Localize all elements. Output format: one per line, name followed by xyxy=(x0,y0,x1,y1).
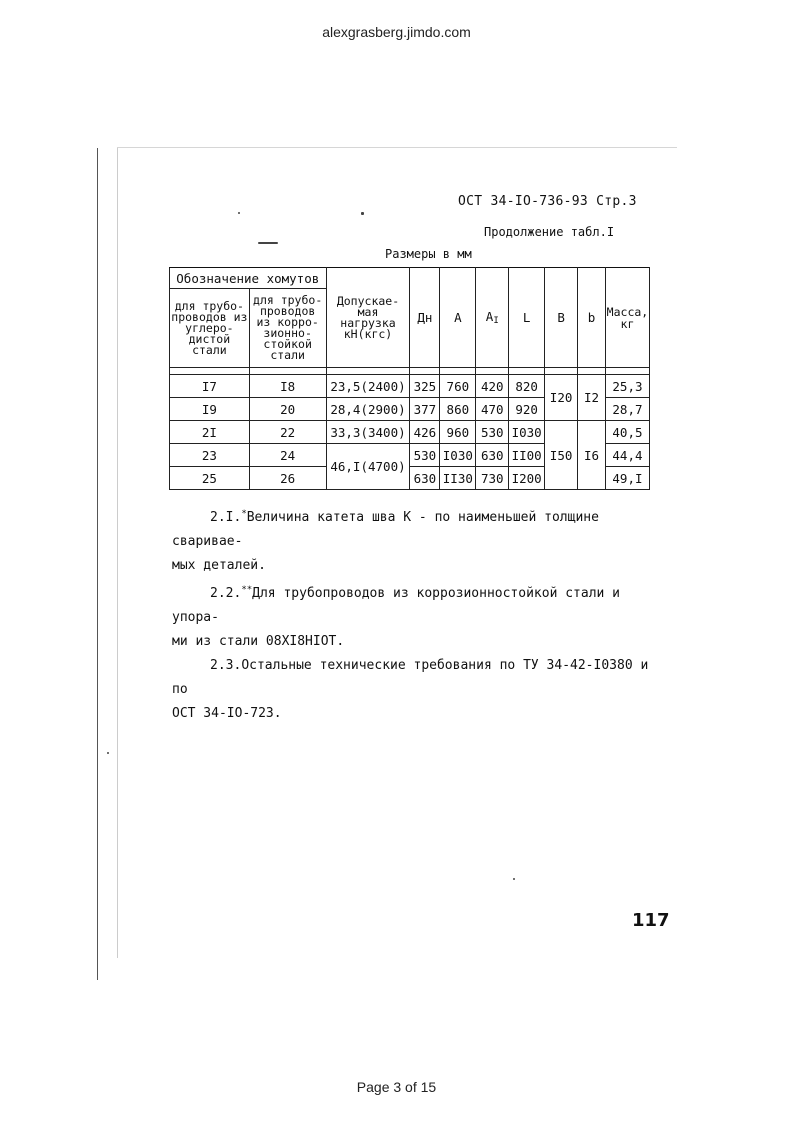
cell-a: 960 xyxy=(440,421,476,444)
cell-b-lower-group2: I6 xyxy=(578,421,606,490)
note-2-2-cont xyxy=(172,630,662,654)
cell-l: 920 xyxy=(509,398,545,421)
note-number: 2.2. xyxy=(210,586,242,601)
cell-carbon: I9 xyxy=(170,398,250,421)
spacer-cell xyxy=(170,368,250,375)
header-clamp-designation: Обозначение хомутов xyxy=(170,268,327,289)
scan-edge-line xyxy=(97,148,98,980)
header-mass: Масса, кг xyxy=(605,268,649,368)
cell-stainless: 26 xyxy=(249,467,326,490)
note-text: мых деталей. xyxy=(172,558,266,573)
header-dn: Дн xyxy=(410,268,440,368)
spacer-cell xyxy=(326,368,410,375)
header-carbon-steel: для трубо- проводов из углеро- дистой стали xyxy=(170,289,250,368)
note-text: Остальные технические требования по ТУ 34-42-I0380 и по xyxy=(172,658,649,697)
cell-mass: 28,7 xyxy=(605,398,649,421)
header-a1-subscript: I xyxy=(493,316,499,326)
scan-speck xyxy=(513,878,515,880)
table-row xyxy=(170,421,650,444)
note-number: 2.3. xyxy=(210,658,242,673)
cell-carbon: I7 xyxy=(170,375,250,398)
spacer-cell xyxy=(605,368,649,375)
spacer-cell xyxy=(578,368,606,375)
header-b-upper: В xyxy=(545,268,578,368)
cell-b-lower-group1: I2 xyxy=(578,375,606,421)
cell-dn: 530 xyxy=(410,444,440,467)
cell-dn: 325 xyxy=(410,375,440,398)
header-l: L xyxy=(509,268,545,368)
cell-stainless: 22 xyxy=(249,421,326,444)
scan-edge-line xyxy=(117,148,118,958)
cell-a: 760 xyxy=(440,375,476,398)
cell-load: 28,4(2900) xyxy=(326,398,410,421)
cell-a1: 470 xyxy=(476,398,509,421)
cell-carbon: 23 xyxy=(170,444,250,467)
cell-l: 820 xyxy=(509,375,545,398)
header-allowable-load: Допускае- мая нагрузка кН(кгс) xyxy=(326,268,410,368)
note-2-2 xyxy=(172,578,662,630)
cell-a: I030 xyxy=(440,444,476,467)
cell-dn: 426 xyxy=(410,421,440,444)
table-units-label: Размеры в мм xyxy=(385,247,472,261)
note-2-1-cont xyxy=(172,554,662,578)
cell-load: 23,5(2400) xyxy=(326,375,410,398)
cell-dn: 377 xyxy=(410,398,440,421)
spacer-cell xyxy=(440,368,476,375)
cell-stainless: I8 xyxy=(249,375,326,398)
note-2-1 xyxy=(172,502,662,554)
document-code: ОСТ 34-IO-736-93 Стр.3 xyxy=(458,194,637,209)
cell-load-merged: 46,I(4700) xyxy=(326,444,410,490)
scan-edge-line xyxy=(117,147,677,148)
cell-dn: 630 xyxy=(410,467,440,490)
note-text: Величина катета шва К - по наименьшей толщине сваривае- xyxy=(172,510,599,549)
cell-stainless: 24 xyxy=(249,444,326,467)
cell-l: I030 xyxy=(509,421,545,444)
cell-carbon: 25 xyxy=(170,467,250,490)
cell-a1: 730 xyxy=(476,467,509,490)
note-2-3-cont xyxy=(172,702,662,726)
scan-speck xyxy=(238,212,240,214)
site-url-header: alexgrasberg.jimdo.com xyxy=(322,24,471,40)
note-text: Для трубопроводов из коррозионностойкой стали и упора- xyxy=(172,586,621,625)
header-a1 xyxy=(476,268,509,368)
header-stainless-steel: для трубо- проводов из корро- зионно- стойкой стали xyxy=(249,289,326,368)
cell-a1: 420 xyxy=(476,375,509,398)
spacer-cell xyxy=(410,368,440,375)
cell-mass: 44,4 xyxy=(605,444,649,467)
note-number: 2.I. xyxy=(210,510,242,525)
cell-b-upper-group1: I20 xyxy=(545,375,578,421)
cell-a1: 630 xyxy=(476,444,509,467)
spacer-cell xyxy=(476,368,509,375)
note-text: ОСТ 34-IO-723. xyxy=(172,706,282,721)
cell-mass: 25,3 xyxy=(605,375,649,398)
cell-load: 33,3(3400) xyxy=(326,421,410,444)
scan-speck xyxy=(361,212,364,215)
cell-l: II00 xyxy=(509,444,545,467)
dimensions-table xyxy=(169,267,650,490)
spacer-cell xyxy=(509,368,545,375)
scan-speck xyxy=(258,242,278,244)
note-text: ми из стали 08XI8HIOT. xyxy=(172,634,345,649)
cell-carbon: 2I xyxy=(170,421,250,444)
cell-l: I200 xyxy=(509,467,545,490)
header-a1-letter: А xyxy=(485,309,494,324)
spacer-cell xyxy=(545,368,578,375)
cell-mass: 40,5 xyxy=(605,421,649,444)
cell-a: 860 xyxy=(440,398,476,421)
scan-speck xyxy=(107,752,109,754)
footnote-mark: * xyxy=(241,509,247,519)
footnote-mark: ** xyxy=(241,585,253,595)
header-b-lower: b xyxy=(578,268,606,368)
table-continuation-label: Продолжение табл.I xyxy=(484,225,615,239)
cell-stainless: 20 xyxy=(249,398,326,421)
table-row xyxy=(170,375,650,398)
handwritten-page-number: 117 xyxy=(632,910,670,931)
cell-b-upper-group2: I50 xyxy=(545,421,578,490)
notes-section xyxy=(172,502,662,726)
header-a: А xyxy=(440,268,476,368)
note-2-3 xyxy=(172,654,662,702)
cell-a1: 530 xyxy=(476,421,509,444)
cell-a: II30 xyxy=(440,467,476,490)
page-indicator: Page 3 of 15 xyxy=(356,1079,437,1095)
spacer-cell xyxy=(249,368,326,375)
cell-mass: 49,I xyxy=(605,467,649,490)
